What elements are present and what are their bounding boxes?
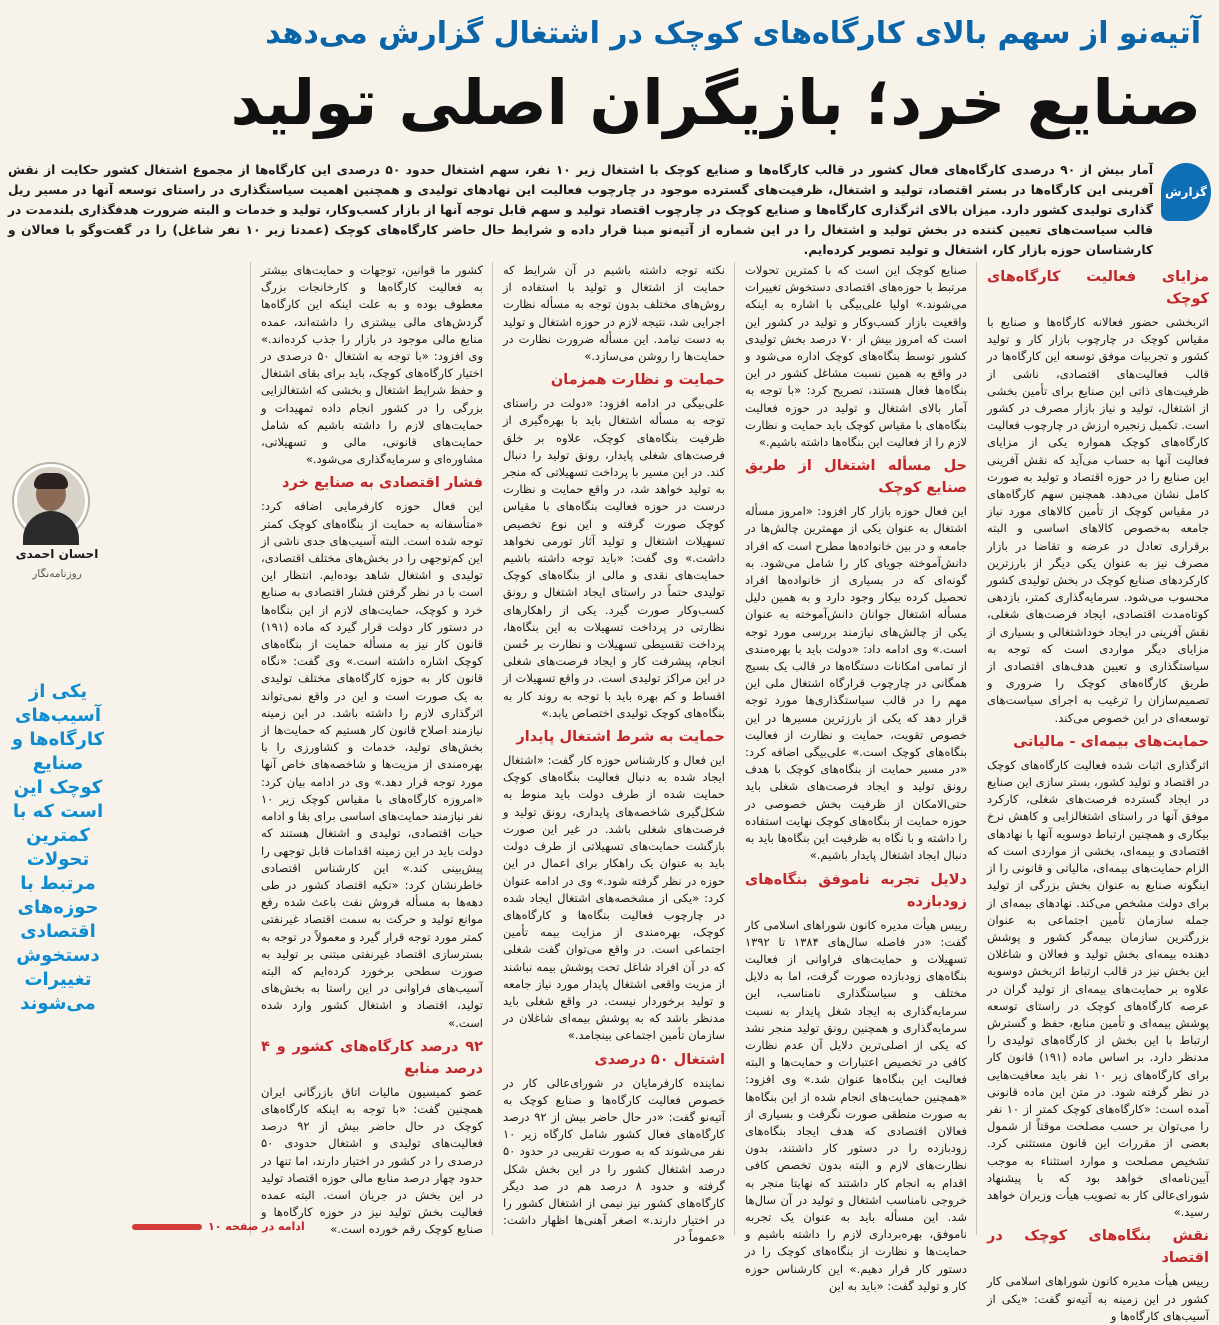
- subhead: حمایت به شرط اشتغال پایدار: [516, 729, 725, 746]
- paragraph: این فعال و کارشناس حوزه کار گفت: «اشتغال ایجاد شده به دنبال فعالیت بنگاه‌های کوچک حمایت شده از طرف دولت باید منوط به شکل‌گیری شاخصه‌های پایداری، رونق تولید و فرصت‌های شغلی باشد. در غیر این صورت بازگشت حمایت‌های تسهیلاتی از طرف دولت باید به عنوان یک راهکار برای اعمال در این حوزه در نظر گرفته شود.» وی در ادامه عنوان کرد: «یکی از مشخصه‌های اشتغال ایجاد شده در چارچوب فعالیت بنگاه‌ها و کارگاه‌های کوچک، بهره‌مندی از مزایت بیمه تأمین اجتماعی است. در واقع می‌توان گفت شغلی که در آن افراد شاغل تحت پوشش بیمه نباشند از مزیت واقعی اشتغال پایدار مورد نیاز جامعه و تولید برخوردار نیست. در واقع شغلی باید مدنظر باشد که به پوشش بیمه‌ای شاغلان در سازمان تأمین اجتماعی بینجامد.»: [503, 753, 725, 1043]
- subhead: دلایل تجربه ناموفق بنگاه‌های زودبازده: [745, 871, 967, 910]
- subhead: ۹۲ درصد کارگاه‌های کشور و ۴ درصد منابع: [261, 1038, 483, 1077]
- continued-link[interactable]: [132, 1220, 305, 1233]
- paragraph: رییس هیأت مدیره کانون شوراهای اسلامی کار کشور در این زمینه به آتیه‌نو گفت: «یکی از آسیب‌های کارگاه‌ها و: [987, 1274, 1209, 1323]
- column-divider: [250, 262, 251, 1235]
- author-name: احسان احمدی: [15, 547, 99, 561]
- author-avatar: [14, 464, 88, 538]
- column-1: [987, 262, 1209, 1323]
- subhead: حل مسأله اشتغال از طریق صنایع کوچک: [745, 458, 967, 497]
- column-2: [745, 262, 967, 1293]
- author-role: روزنامه‌نگار: [32, 568, 82, 580]
- lead-paragraph: آمار بیش از ۹۰ درصدی کارگاه‌های فعال کشور در قالب کارگاه‌ها و صنایع کوچک با اشتغال زیر ۱۰ نفر، سهم اشتغال حدود ۵۰ درصدی این کارگاه‌ها از مجموع اشتغال کشور حکایت از نقش آفرینی این کارگاه‌ها در بستر اقتصاد، تولید و اشتغال، ظرفیت‌های گسترده موجود در چارچوب فعالیت این نهادهای تولیدی و همچنین اهمیت سیاستگذاری در راستای توسعه آنها در مسیر ریل گذاری تولیدی کشور دارد. میزان بالای اثرگذاری کارگاه‌ها و صنایع کوچک در چارچوب اقتصاد تولید و سهم قابل توجه آنها از بازار کسب‌وکار، تولید و خدمات و البته ضرورت هدفگذاری بلندمدت در قالب سیاست‌های تعیین کننده در بخش تولید و اشتغال را در این شماره از آتیه‌نو مبنا قرار داده و شرایط حال حاضر کارگاه‌های کوچک (عمدتا زیر ۱۰ نفر شاغل) را در گفت‌وگو با فعالان و کارشناسان حوزه بازار کار، اشتغال و تولید تصویر کرده‌ایم.: [8, 163, 1153, 257]
- kicker: آتیه‌نو از سهم بالای کارگاه‌های کوچک در اشتغال گزارش می‌دهد: [265, 16, 1201, 51]
- headline: صنایع خرد؛ بازیگران اصلی تولید: [230, 66, 1201, 139]
- paragraph: اثرگذاری اثبات شده فعالیت کارگاه‌های کوچک در اقتصاد و تولید کشور، بستر سازی این صنایع در ایجاد گسترده فرصت‌های شغلی، کارکرد موفق آنها در راستای اشتغالزایی و کاهش نرخ بیکاری و همچنین ارتباط دوسویه آنها با نهادهای اقتصادی و بیمه‌ای، بخشی از مواردی است که الزام حمایت‌های بیمه‌ای، مالیاتی و قانونی را از اینگونه صنایع به عنوان بخش بزرگی از تولید برای دولت مشخص می‌کند. نهادهای بیمه‌ای از جمله سازمان تأمین اجتماعی به عنوان بزرگترین سازمان بیمه‌گر کشور و پوشش دهنده بیمه‌ای بخش تولید و فعالان و شاغلان این بخش نیز در قالب ارتباط اثربخش دوسویه علاوه بر حمایت‌های بیمه‌ای از تولید گران در عرصه کارگاه‌های کوچک در راستای توسعه پوشش بیمه‌ای و تأمین منابع، حفظ و گسترش ارتباط با این بخش از کارگاه‌های تولیدی را مدنظر دارد. بر اساس ماده (۱۹۱) قانون کار برای کارگاه‌های زیر ۱۰ نفر باید معافیت‌هایی در نظر گرفته شود. در متن این ماده قانونی آمده است: «کارگاه‌های کوچک کمتر از ۱۰ نفر را می‌توان بر حسب مصلحت موقتاً از شمول بعضی از مقررات این قانون مستثنی کرد. تشخیص مصلحت و موارد استثناء به موجب آیین‌نامه‌ای خواهد بود که با پیشنهاد شورای‌عالی کار به تصویب هیأت وزیران خواهد رسید.»: [987, 757, 1209, 1220]
- paragraph: نکته توجه داشته باشیم در آن شرایط که حمایت از اشتغال و تولید با استفاده از روش‌های مختلف بدون توجه به مسأله نظارت اجرایی شد، نتیجه لازم در حوزه اشتغال و تولید به دست نیامد. این مسأله ضرورت نظارت در حمایت‌ها را روشن می‌سازد.»: [503, 263, 725, 364]
- subhead: نقش بنگاه‌های کوچک در اقتصاد: [987, 1228, 1209, 1267]
- column-divider: [492, 262, 493, 1235]
- column-3: [503, 262, 725, 1245]
- continued-label: ادامه در صفحه ۱۰: [208, 1220, 305, 1233]
- subhead: اشتغال ۵۰ درصدی: [594, 1051, 725, 1068]
- report-badge: گزارش: [1161, 163, 1211, 221]
- subhead: فشار اقتصادی به صنایع خرد: [282, 475, 483, 492]
- column-divider: [734, 262, 735, 1235]
- paragraph: صنایع کوچک این است که با کمترین تحولات مرتبط با حوزه‌های اقتصادی دستخوش تغییرات می‌شوند.» اولیا علی‌بیگی با اشاره به اینکه واقعیت بازار کسب‌وکار و تولید در کشور این است که امروز بیش از ۷۰ درصد بخش تولیدی کشور توسط بنگاه‌های کوچک اداره می‌شود و در واقع به همین نسبت مشاغل کشور در این بنگاه‌ها فعال هستند، تصریح کرد: «با توجه به آمار بالای اشتغال و تولید در حوزه فعالیت بنگاه‌های با مقیاس کوچک باید حمایت و نظارت لازم را از فعالیت این بنگاه‌ها داشته باشیم.»: [745, 263, 967, 450]
- continued-bar: [132, 1224, 202, 1230]
- subhead: حمایت‌های بیمه‌ای - مالیاتی: [1013, 733, 1209, 750]
- paragraph: اثربخشی حضور فعالانه کارگاه‌ها و صنایع با مقیاس کوچک در چارچوب بازار کار و تولید کشور و تجربیات موفق توسعه این کارگاه‌ها در قالب فعالیت‌های اقتصادی، ناشی از ظرفیت‌های ذاتی این صنایع برای تأمین بخشی از اشتغال، تولید و نیاز بازار مصرف در کشور است. تکمیل زنجیره ارزش در چارچوب فعالیت کارگاه‌های کوچک همواره یکی از مزایای فعالیت آنها به حساب می‌آید که نقش آفرینی این صنایع را در حوزه اقتصاد و تولید به صورت کامل نشان می‌دهد. همچنین سهم کارگاه‌های در مقیاس کوچک از تأمین کالاهای مورد نیاز جامعه به‌خصوص کالاهای اساسی و البته برقراری تعادل در عرضه و تقاضا در بازار مصرف نیز به عنوان یکی دیگر از بارزترین کارکردهای صنایع کوچک در بخش تولیدی کشور محسوب می‌شود. سرمایه‌گذاری کمتر، بازدهی کوتاه‌مدت اقتصادی، ایجاد فرصت‌های شغلی، نقش آفرینی در ایجاد خوداشتغالی و بسیاری از مزایای دیگر مواردی است که توجه به سیاستگذاری و تعیین هدف‌های اقتصادی از طریق کارگاه‌های کوچک را ضروری و تصمیم‌سازان را ترغیب به اجرای سیاست‌های توسعه‌ای در این خصوص می‌کند.: [987, 315, 1209, 725]
- column-divider: [976, 262, 977, 1235]
- column-4: [261, 262, 483, 1235]
- subhead: مزایای فعالیت کارگاه‌های کوچک: [987, 269, 1209, 307]
- paragraph: این فعال حوزه بازار کار افزود: «امروز مسأله اشتغال به عنوان یکی از مهمترین چالش‌ها در جامعه و در بین خانواده‌ها مطرح است که افراد دانش‌آموخته جویای کار را شامل می‌شود. به گونه‌ای که در بسیاری از خانواده‌ها افراد تحصیل کرده بیکار وجود دارد و به همین دلیل مسأله اشتغال جوانان دانش‌آموخته به عنوان یکی از چالش‌های نیازمند بررسی مورد توجه است.» وی ادامه داد: «دولت باید با بهره‌مندی از تمامی امکانات دستگاه‌ها در قالب یک بسیج همگانی در چارچوب قرارگاه اشتغال ملی این مهم را در قالب سیاستگذاری‌ها مورد توجه قرار دهد که یکی از بارزترین مسیرها در این خصوص تقویت، حمایت و نظارت از فعالیت بنگاه‌های کوچک است.» علی‌بیگی اضافه کرد: «در مسیر حمایت از بنگاه‌های کوچک با هدف رونق تولید و ایجاد فرصت‌های شغلی باید حتی‌الامکان از ظرفیت بخش خصوصی در حوزه حمایت از بنگاه‌های کوچک نهایت استفاده را داشته و با نگاه به ظرفیت این بنگاه‌ها باید به دنبال ایجاد اشتغال پایدار باشیم.»: [745, 504, 967, 863]
- paragraph: علی‌بیگی در ادامه افزود: «دولت در راستای توجه به مسأله اشتغال باید با بهره‌گیری از ظرفیت بنگاه‌های کوچک، علاوه بر خلق فرصت‌های شغلی پایدار، رونق تولید را دنبال کند. در این مسیر با پرداخت تسهیلاتی که منجر به تولید خواهد شد، در واقع حمایت و نظارت درست در حوزه فعالیت بنگاه‌های با مقیاس کوچک صورت گرفته و این نوع تخصیص تسهیلات اشتغال و تولید آثار تورمی نخواهد داشت.» وی گفت: «باید توجه داشته باشیم حمایت‌های نقدی و مالی از بنگاه‌های کوچک تولیدی حتماً در راستای ایجاد اشتغال و رونق کسب‌وکار صورت گیرد. یکی از راهکارهای نظارتی در پرداخت تسهیلات به این بنگاه‌ها، پرداخت تقسیطی تسهیلات و نظارت بر حُسن انجام، پیشرفت کار و ایجاد فرصت‌های شغلی در این مراکز تولیدی است. در واقع تسهیلات از اقساط و کم بهره باید با توجه به روند کار به بنگاه‌های کوچک تولیدی اختصاص یابد.»: [503, 396, 725, 720]
- paragraph: کشور ما قوانین، توجهات و حمایت‌های بیشتر به فعالیت کارگاه‌ها و کارخانجات بزرگ معطوف بوده و به علت اینکه این کارگاه‌ها گردش‌های مالی بیشتری را داشته‌اند، عمده منابع مالی موجود در بازار را جذب کرده‌اند.» وی افزود: «با توجه به اشتغال ۵۰ درصدی در اختیار کارگاه‌های کوچک، باید برای بقای اشتغال و حفظ شرایط اشتغال و بخشی که اشتغالزایی بزرگی را در کشور انجام داده تمهیدات و حمایت‌های لازم را داشته باشیم که شامل حمایت‌های قانونی، مالی و تسهیلاتی، مشاوره‌ای و سرمایه‌گذاری می‌شود.»: [261, 263, 483, 467]
- paragraph: عضو کمیسیون مالیات اتاق بازرگانی ایران همچنین گفت: «با توجه به اینکه کارگاه‌های کوچک در حال حاضر بیش از ۹۲ درصد فعالیت‌های تولیدی و اشتغال حدودی ۵۰ درصدی را در کشور در اختیار دارند، اما تنها در حدود چهار درصد منابع مالی حوزه اقتصاد تولید در این بخش در جریان است. البته عمده فعالیت بخش تولید نیز در حوزه کارگاه‌ها و صنایع کوچک رقم خورده است.»: [261, 1084, 483, 1237]
- subhead: حمایت و نظارت همزمان: [550, 372, 725, 389]
- paragraph: رییس هیأت مدیره کانون شوراهای اسلامی کار گفت: «در فاصله سال‌های ۱۳۸۴ تا ۱۳۹۲ تسهیلات و حمایت‌های فراوانی از فعالیت بنگاه‌های زودبازده صورت گرفت، اما به دلایل مختلف و سیاستگذاری نامناسب، این سرمایه‌گذاری به ایجاد شغل پایدار به نسبت سرمایه‌گذاری و همچنین رونق تولید منجر نشد که یکی از اصلی‌ترین دلایل آن عدم نظارت کافی در تخصیص اعتبارات و حمایت‌ها و البته فعالیت این بنگاه‌ها عنوان شد.» وی افزود: «همچنین حمایت‌های انجام شده از این بنگاه‌ها به صورت منطقی صورت نگرفت و بسیاری از فعالان اقتصادی که هدف ایجاد بنگاه‌های زودبازده را در دستور کار داشتند، بدون نظارت‌های لازم و البته بدون تخصص کافی اقدام به انجام کار داشتند که نهایتا منجر به خروجی نامناسب اشتغال و تولید در آن سال‌ها شد. این مسأله باید به عنوان یک تجربه ناموفق، بهره‌برداری لازم را داشته باشیم و حمایت‌ها و نظارت از بنگاه‌های کوچک را در دستور کار قرار دهیم.» این کارشناس حوزه کار و تولید گفت: «باید به این: [745, 917, 967, 1293]
- paragraph: این فعال حوزه کارفرمایی اضافه کرد: «متأسفانه به حمایت از بنگاه‌های کوچک کمتر توجه شده است. البته آسیب‌های جدی ناشی از این کم‌توجهی را در بخش‌های مختلف اقتصادی، تولیدی و اشتغال شاهد بوده‌ایم. انتظار این است با در نظر گرفتن فشار اقتصادی به صنایع خرد و کوچک، حمایت‌های لازم از این بنگاه‌ها در دستور کار دولت قرار گیرد که ماده (۱۹۱) قانون کار نیز به مسأله حمایت از بنگاه‌های کوچک اشاره داشته است.» وی گفت: «نگاه قانون کار به حوزه کارگاه‌های مختلف تولیدی به یک صورت است و این در واقع نمی‌تواند اثرگذاری لازم را داشته باشد. در این زمینه نیازمند اصلاح قانون کار هستیم که حمایت‌ها از بخش‌های تولید، خدمات و کشاورزی را با بهره‌مندی از مزیت‌ها و شاخصه‌های خاص آنها مورد توجه قرار دهد.» وی در ادامه بیان کرد: «امروزه کارگاه‌های با مقیاس کوچک زیر ۱۰ نفر نیازمند حمایت‌های اساسی برای بقا و ادامه حیات اقتصادی، تولیدی و اشتغال هستند که دولت باید در این زمینه اقدامات قابل توجهی را پیش‌بینی کند.» این کارشناس اقتصادی خاطرنشان کرد: «تکیه اقتصاد کشور در طی دهه‌ها به مسأله فروش نفت باعث شده رفع موانع تولید و حرکت به سمت اقتصاد غیرنفتی کمتر مورد توجه قرار گیرد و معمولاً در توجه به بسترسازی اقتصاد غیرنفتی مبتنی بر تولید به صورت سطحی برخورد کرده‌ایم که البته آسیب‌های فراوانی در این راستا به بخش‌های تولید، اقتصاد و اشتغال کشور وارد شده است.»: [261, 499, 483, 1030]
- paragraph: نماینده کارفرمایان در شورای‌عالی کار در خصوص فعالیت کارگاه‌ها و صنایع کوچک به آتیه‌نو گفت: «در حال حاضر بیش از ۹۲ درصد کارگاه‌های فعال کشور شامل کارگاه زیر ۱۰ نفر می‌شوند که به صورت تقریبی در حدود ۵۰ درصد اشتغال کشور را در این بخش شکل گرفته و حدود ۸ درصد هم در صد دیگر کارگاه‌های کشور نیز نیمی از اشتغال کشور را در اختیار دارند.» اصغر آهنی‌ها اظهار داشت: «عموماً در: [503, 1075, 725, 1245]
- pull-quote: یکی از آسیب‌های کارگاه‌ها و صنایع کوچک این است که با کمترین تحولات مرتبط با حوزه‌های اقتصادی دستخوش تغییرات می‌شوند: [11, 681, 105, 1014]
